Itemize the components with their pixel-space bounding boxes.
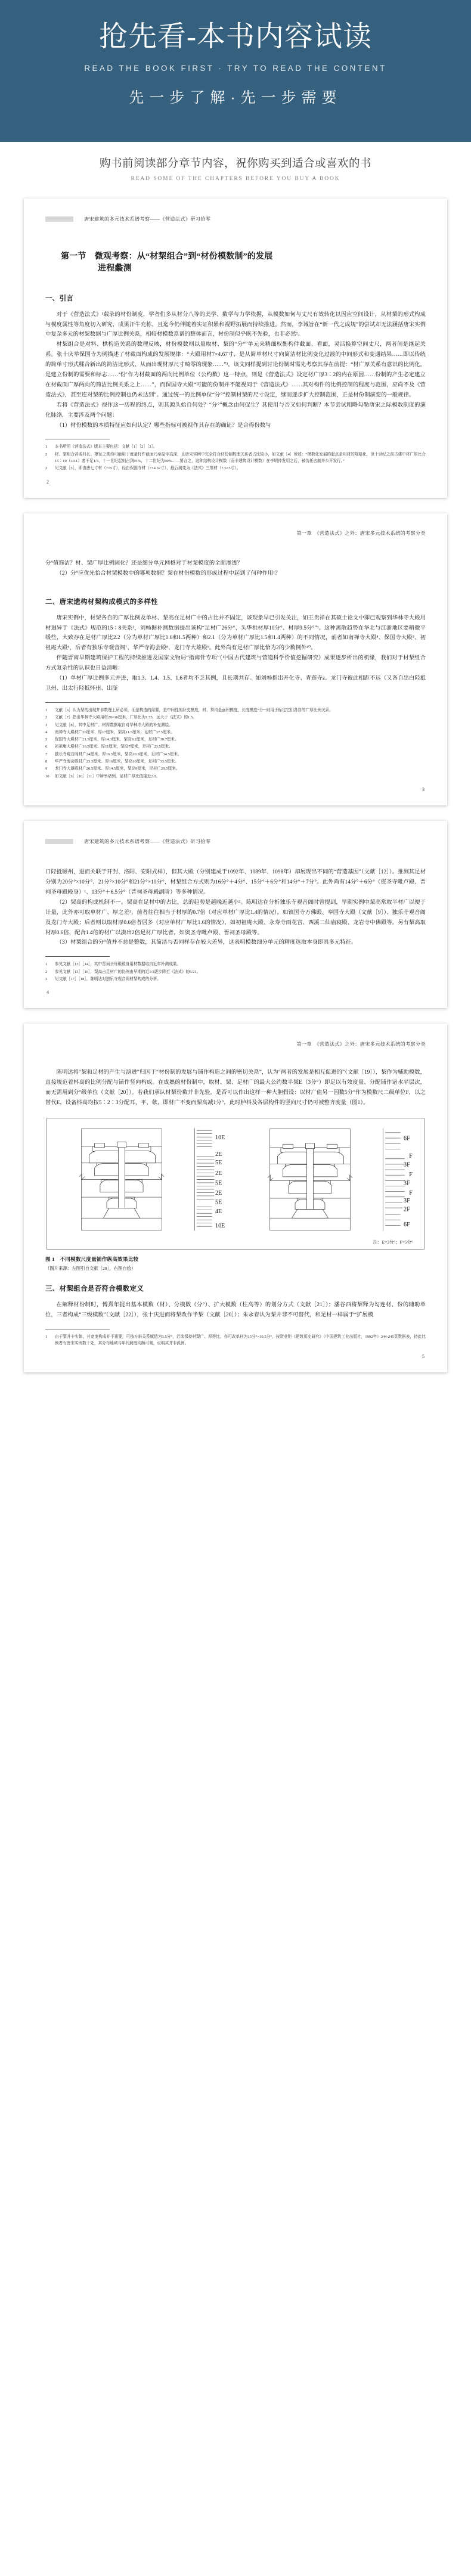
footnote-text: 材、栔组合甚或枓长、橑径之类均可能用于度量杆件截面乃至屋宇高深，且唐宋实例中完全符合材份制数理关系者占比较小，如文献［4］所述：“模数化发展的起点是用材的规格化，但十世纪之前古建中材广厚比合15∶10（±0.1）者不足1/3，十一世纪起则占到91%，十二世纪为80%……要言之，这种结构设计模数（而非建筑设计模数）在李明仲发明之后，被伪托古制并公开发行。” xyxy=(55,452,426,464)
footnote-divider xyxy=(45,702,110,703)
body-paragraph: 口陉抵磁州，进而关联于开封、洛阳、安阳式样），但其大殿（分别建成于1092年、1089年、1098年）却展现出不同的“营造基因”（文献［12］）。推测其足材分别为20分°×10分°、21分°×10分°和21分°×10分°，材栔组合方式则为16分°＋4分°、15分°＋6分°和14分°＋7分°。此外尚有14分°＋6分°（资圣寺毗卢殿、晋祠圣母殿殿身）¹、13分°＋6.5分°（晋祠圣母殿副阶）等多种情况。 xyxy=(45,869,426,895)
svg-text:F: F xyxy=(409,1152,413,1160)
promo-subheader xyxy=(0,142,471,191)
section-heading: 三、材栔组合是否符合模数定义 xyxy=(45,1285,144,1292)
body-paragraph: （1）单材广厚比例多元并进，取1.3、1.4、1.5、1.6者均不乏其例，且长期共存。如刘畅指出开化寺、青莲寺z、龙门寺彼此相距不远（又各自出白陉抵卫州、出太行陉抵怀州、出滏 xyxy=(45,675,426,692)
body-paragraph: （1）材份模数的本质特征应如何认定？哪些指标可被视作其存在的确证？是合得份数与 xyxy=(56,422,271,429)
running-head-recto xyxy=(45,1039,426,1049)
footnote-text: 如文献［9］［10］［11］中所举诸例，足材广厚比值接近2.0。 xyxy=(55,774,160,779)
footnote-number: 8 xyxy=(45,760,48,764)
subheader-english-text: READ SOME OF THE CHAPTERS BEFORE YOU BUY A BOOK xyxy=(131,176,340,182)
footnote-entry xyxy=(45,758,426,765)
footnote-entry xyxy=(45,729,426,736)
footnote-entry xyxy=(45,773,426,780)
banner-subtitle-english: READ THE BOOK FIRST · TRY TO READ THE CONTENT xyxy=(84,63,387,73)
subheader-chinese-text: 购书前阅读部分章节内容，祝你购买到适合或喜欢的书 xyxy=(99,157,371,169)
footnote-text: 本书所用《营造法式》版本主要包括：文献［1］［2］［3］。 xyxy=(55,445,157,450)
svg-text:5E: 5E xyxy=(215,1159,222,1166)
book-page-sheet xyxy=(24,821,447,1008)
footnote-entry xyxy=(45,714,426,721)
footnote-entry xyxy=(45,961,426,968)
body-paragraph: 伴随晋南早期建筑保护工程的持续推进及国家文物局“指南针专项”（中国古代建筑与营造科学价值挖掘研究）成果逐步析出的机缘，我们对于材栔组合方式复杂性的认识也日益清晰： xyxy=(45,655,426,672)
footnote-text: 保国寺大殿材广21.5厘米、厚14.3厘米，栔高9.2厘米，足材广30.7厘米。 xyxy=(55,737,179,742)
footnote-number: 1 xyxy=(45,445,48,450)
svg-text:5E: 5E xyxy=(215,1199,222,1206)
svg-text:4E: 4E xyxy=(215,1208,222,1216)
running-head-text: 第一章 《营造法式》之外：唐宋多元技术系统的考察分类 xyxy=(296,1041,426,1047)
svg-text:10E: 10E xyxy=(215,1222,225,1229)
footnote-entry xyxy=(45,765,426,772)
body-paragraph: 对于《营造法式》¹载录的材份制度，学者们多从材分八等的美学、数学与力学依据，从模数如何与丈尺有效转化以因应空间设计，从材栔的形式构成与模度属性等角度切入研究，成果汗牛充栋，且迄今仍伴随着实证积累和视野拓展而持续推进。然而，李诫旨在“新一代之成规”的尝试却无法涵括唐宋实例中复杂多元的材栔数据与广厚比例关系，相较材模数系谱的整体而言，材份制似乎既不先验，也非必然²。 xyxy=(45,311,426,338)
footnote-number: 2 xyxy=(45,452,48,457)
page-number: 2 xyxy=(47,479,49,485)
modulus-scale-left xyxy=(190,1124,228,1238)
figure-panel-right xyxy=(243,1124,417,1238)
footnote-entry xyxy=(45,751,426,758)
svg-text:F: F xyxy=(409,1190,413,1197)
page-number: 4 xyxy=(47,990,49,996)
footnote-entry xyxy=(45,444,426,450)
banner-title: 抢先看-本书内容试读 xyxy=(99,21,372,52)
bracket-set-drawing-right xyxy=(243,1124,379,1238)
footnote-entry xyxy=(45,451,426,465)
bracket-svg-right xyxy=(243,1124,379,1235)
footnote-number: 7 xyxy=(45,752,48,757)
svg-text:2F: 2F xyxy=(404,1206,410,1213)
footnote-number: 2 xyxy=(45,969,48,974)
promo-banner xyxy=(0,0,471,142)
footnote-number: 4 xyxy=(45,730,48,734)
footnote-text: 南禅寺大殿材广26厘米、厚17厘米，栔高11.5厘米，足材广37.5厘米。 xyxy=(55,730,175,734)
svg-text:6F: 6F xyxy=(404,1135,410,1142)
footnote-number: 2 xyxy=(45,715,48,720)
page-sheet-list xyxy=(0,191,471,1403)
footnote-number: 1 xyxy=(45,962,48,967)
page-title xyxy=(61,251,426,275)
footnote-entry xyxy=(45,465,426,472)
figure-caption: 图 1 不同模数尺度量铺作纵高效果比较 xyxy=(45,1256,139,1262)
svg-text:2E: 2E xyxy=(215,1190,222,1197)
body-paragraph: 陈明达将“栔和足材的产生与演进”归因于“材份制的发展与铺作构造之间的密切关系”，认为“两者的发展是相互促进的”（文献［19］），栔作为辅助模数，直接规范着枓高的比例分配与铺作竖向构成。在成熟的材份制中，取材、栔、足材广的最大公约数半栔E（3分°）即足以有效度量、分配铺作诸水平层次，而无需用到分°级单位（文献［20］）。若我们承认材栔份数并非先验，是否可以作出这样一种大胆假设：以材广值另一因数5分°作为模数尺二级单位F，以之替代E，设备枓高均按5∶2∶3分配耳、平、欹，即材广不变而栔高减1分°，此时栌枓及各层构件的竖向尺寸仍可被整齐度量（图1）。 xyxy=(45,1070,426,1106)
body-paragraph: 在解释材份制时，傅熹年提出基本模数（材）、分模数（分°）、扩大模数（柱高等）的划分方式（文献［21］）；潘谷西将栔释为勾连材、份的辅助单位，三者构成“三级模数”（文献［22］），张十庆进而将栔改作半栔（文献［20］）；朱永春认为栔并非不可替代，和足材一样属于“扩展模 xyxy=(45,1301,426,1318)
modulus-scale-right xyxy=(379,1124,417,1238)
footnote-entry xyxy=(45,969,426,975)
svg-text:F: F xyxy=(409,1171,413,1178)
scale-svg-left xyxy=(190,1124,228,1235)
running-head-swatch xyxy=(45,216,73,222)
footnote-number: 6 xyxy=(45,745,48,749)
chapter-title-line-1: 第一节 微观考察：从“材栔组合”到“材份模数制”的发展 xyxy=(61,252,273,261)
book-page-sheet xyxy=(24,1024,447,1372)
body-paragraph: 唐宋实例中，材栔各自的广厚比例及单材、栔高在足材广中的占比并不固定，该现象早已引发关注，如王贵祥在其硕士论文中即已观察到华林寺大殿用材迥异于《法式》规范的15∶8关系²，刘畅据补测数据提出该构“足材广26分°、头华栱材厚10分°、材厚9.5分°”³。这种离散趋势在华北与江浙地区要稍微平缓些，大致存在足材广厚比2.2（分为单材广厚比1.6和1.5两种）和2.1（分为单材广厚比1.5和1.4两种）的不同情况，前者如南禅寺大殿⁴、保国寺大殿⁵、初祖庵大殿⁶，后者有独乐寺观音阁⁷、华严寺海会殿⁸、龙门寺大雄殿⁹。此外尚有足材广厚比恰为2的少数例外¹⁰。 xyxy=(45,615,426,652)
body-paragraph: 若将《营造法式》视作这一历程的终点，则其源头始自何处？“分°”概念由何促生？其使用与否又如何判断？本节尝试粗略勾勒唐宋之际模数制度的演化脉络，主要涉及两个问题： xyxy=(45,402,426,419)
svg-text:3F: 3F xyxy=(404,1180,410,1187)
footnote-divider xyxy=(45,956,110,957)
body-paragraph: 分°值简洁？材、栔广厚比例固化？还是细分单元网格对于材栔模度的全面渗透？ xyxy=(45,560,243,566)
running-head-recto xyxy=(45,529,426,538)
svg-text:10E: 10E xyxy=(215,1134,225,1141)
footnote-number: 1 xyxy=(45,708,48,712)
footnote-text: 龙门寺大雄殿材广20.5厘米、厚14.5厘米，栔高9厘米，足材广29.5厘米。 xyxy=(55,767,180,771)
footnote-number: 9 xyxy=(45,767,48,771)
footnote-number: 10 xyxy=(45,774,49,779)
banner-subtitle-chinese: 先一步了解·先一步需要 xyxy=(129,89,342,106)
footnote-entry xyxy=(45,722,426,729)
footnote-text: 见文献［17］［18］，陈明达对独乐寺观音阁材栔构成的分析。 xyxy=(55,977,162,982)
footnote-entry xyxy=(45,976,426,982)
page-number: 5 xyxy=(422,1354,424,1360)
svg-text:2E: 2E xyxy=(215,1170,222,1177)
footnote-text: 见文献［5］，即由唐七寸材（7×5寸），经由保国寺材（7×4.67寸），最后演变为《法式》三等材（7.5×5寸）。 xyxy=(55,466,241,471)
footnote-number: 5 xyxy=(45,737,48,742)
footnote-text: 由于栔并非实体，其宽度构成并不重要，可按方斜关系赋值为3.5分°，若欲保持材栔广、厚等比，亦可改单材为15分°×10.5分°，按贺业钜《建筑历史研究》（中国建筑工业出版社，1992年）244-245页数据表，持此比例者有唐宋实例数十处，其分布地域与年代跨度均颇可观，说明其并非孤例。 xyxy=(55,1334,426,1346)
footnote-number: 3 xyxy=(45,977,48,982)
footnote-text: 参见文献［13］［14］，其中晋祠圣母殿殿身用材数据取自近年补测成果。 xyxy=(55,962,181,967)
body-paragraph: （3）材栔组合的分°值并不总是整数，其简洁与否同样存在较大差异，这表明模数细分单元的精度选取本身即具多元特征。 xyxy=(56,940,357,946)
figure-note: 注：E=3分°；F=5分° xyxy=(373,1239,413,1245)
svg-text:5E: 5E xyxy=(215,1180,222,1187)
section-heading: 二、唐宋遗构材栔构成模式的多样性 xyxy=(45,598,158,606)
svg-text:3F: 3F xyxy=(404,1161,410,1168)
svg-text:3F: 3F xyxy=(404,1197,410,1204)
figure-panel-left xyxy=(54,1124,228,1238)
footnote-text: 文献［6］认为栔的出现并非数理上所必须，而是构造的需要，是中间性的补充模度，材、栔均是面积模度，长度模度“分°”则用于标定它们各自的广厚比例关系。 xyxy=(55,708,333,712)
body-paragraph: 材栔组合是对料、栱构造关系的数理反映，材份模数则以量取材、栔的“分°”单元来精细权衡构件截面、看面，灵活换算空间丈尺，两者间是继起关系。张十庆举保国寺为例描述了材截面构成的发展规律：“大殿用材7×4.67寸，是从简单材尺寸向简洁材比例变化过渡的中间形式和变通结果……即以传统的简单寸形式糅合新出的简洁比形式，从而出现材厚尺寸畸零的现象……”³，该文同样提到讨论份制时需先考察其存在前提：“材广厚关系有意识的比例化，是建立份制的需要和标志……‘份’作为材截面的两向比例单位（公约数）这一特点，则是《营造法式》设定材广厚3∶2的内在原因……份制的产生必定建立在材截面广厚两向的简洁比例关系之上……”，而保国寺大殿“可能的份制并不能视同于《营造法式》……其对构件的比例控制的程度与范围，应尚不及《营造法式》，甚至连对栔的比例控制也仍未达到”。通过统一的比例单位“分°”控制材栔的尺寸设定，继而逐步扩大控制范围，正是材份制演变的一般规律。 xyxy=(45,342,426,398)
figure-source: （图片来源：左图引自文献［20］，右图自绘） xyxy=(45,1265,136,1271)
running-head-verso xyxy=(45,214,426,224)
figure-bracket-modulus-comparison xyxy=(47,1118,424,1250)
footnote-number: 3 xyxy=(45,466,48,471)
book-page-sheet xyxy=(24,513,447,805)
book-page-sheet xyxy=(24,199,447,498)
footnote-entry xyxy=(45,743,426,750)
footnote-entry xyxy=(45,1334,426,1347)
bracket-svg-left xyxy=(54,1124,190,1235)
footnote-number: 3 xyxy=(45,723,48,727)
bracket-set-drawing-left xyxy=(54,1124,190,1238)
figure-panels xyxy=(54,1124,417,1238)
footnote-text: 见文献［8］，其中足材广、材厚数据取自对华林寺大殿的补充测绘。 xyxy=(55,723,173,727)
section-heading: 一、引言 xyxy=(45,295,74,302)
page-number: 3 xyxy=(422,787,424,793)
footnote-text: 参见文献［15］［16］，栔高占足材广的比例由早期的近1/3逐步降至《法式》的6/21。 xyxy=(55,969,201,974)
scale-svg-right xyxy=(379,1124,417,1235)
running-head-verso xyxy=(45,836,426,846)
footnote-number: 1 xyxy=(45,1334,48,1339)
body-paragraph: （2）栔高的构成机制不一。栔高在足材中的占比，总的趋势是越晚近越小²。陈明达在分析独乐寺观音阁时曾提到，早期实例中栔高常取半材广以便于计量，此外亦可取单材广、厚之差³，前者往往相当于材厚的0.7倍（对应单材广厚比1.4的情况），如镇国寺万佛殿、奉国寺大殿（文献［9］）、独乐寺观音阁及龙门寺大殿；后者则以取材厚0.6倍者居多（对应单材广厚比1.6的情况），如初祖庵大殿、永寿寺雨花宫、西溪二仙庙寝殿、龙岩寺中佛殿等。另有栔高取材厚0.6倍，配合1.4倍的材广以凑出2倍足材广厚比者，如资圣寺毗卢殿、晋祠圣母殿等。 xyxy=(45,899,426,936)
running-head-swatch xyxy=(45,839,73,844)
running-head-text: 唐宋建筑的多元技术系谱考察——《营造法式》研习拾零 xyxy=(84,838,211,844)
footnote-text: 初祖庵大殿材广16.5厘米、厚11厘米，栔高7厘米，足材广23.5厘米。 xyxy=(55,745,173,749)
svg-text:6F: 6F xyxy=(404,1222,410,1229)
footnote-entry xyxy=(45,736,426,743)
footnote-text: 文献［7］指出华林寺大殿用材28×16厘米，广厚比为1.75，远大于《法式》的1.5。 xyxy=(55,715,197,720)
running-head-text: 第一章 《营造法式》之外：唐宋多元技术系统的考察分类 xyxy=(296,531,426,537)
footnote-text: 华严寺海会殿材广23.5厘米、厚16厘米，栔高10厘米，足材广33.5厘米。 xyxy=(55,760,179,764)
running-head-text: 唐宋建筑的多元技术系谱考察——《营造法式》研习拾零 xyxy=(84,216,211,222)
footnote-entry xyxy=(45,707,426,714)
footnote-text: 独乐寺观音阁材广24厘米、厚16.5厘米，栔高10.5厘米，足材广34.5厘米。 xyxy=(55,752,182,757)
body-paragraph: （2）分°应优先恰合材栔模数中的哪项数据？栔在材份模数的形成过程中起到了何种作用¹？ xyxy=(56,570,281,576)
chapter-title-line-2: 进程蠡测 xyxy=(98,264,132,274)
svg-text:2E: 2E xyxy=(215,1151,222,1158)
